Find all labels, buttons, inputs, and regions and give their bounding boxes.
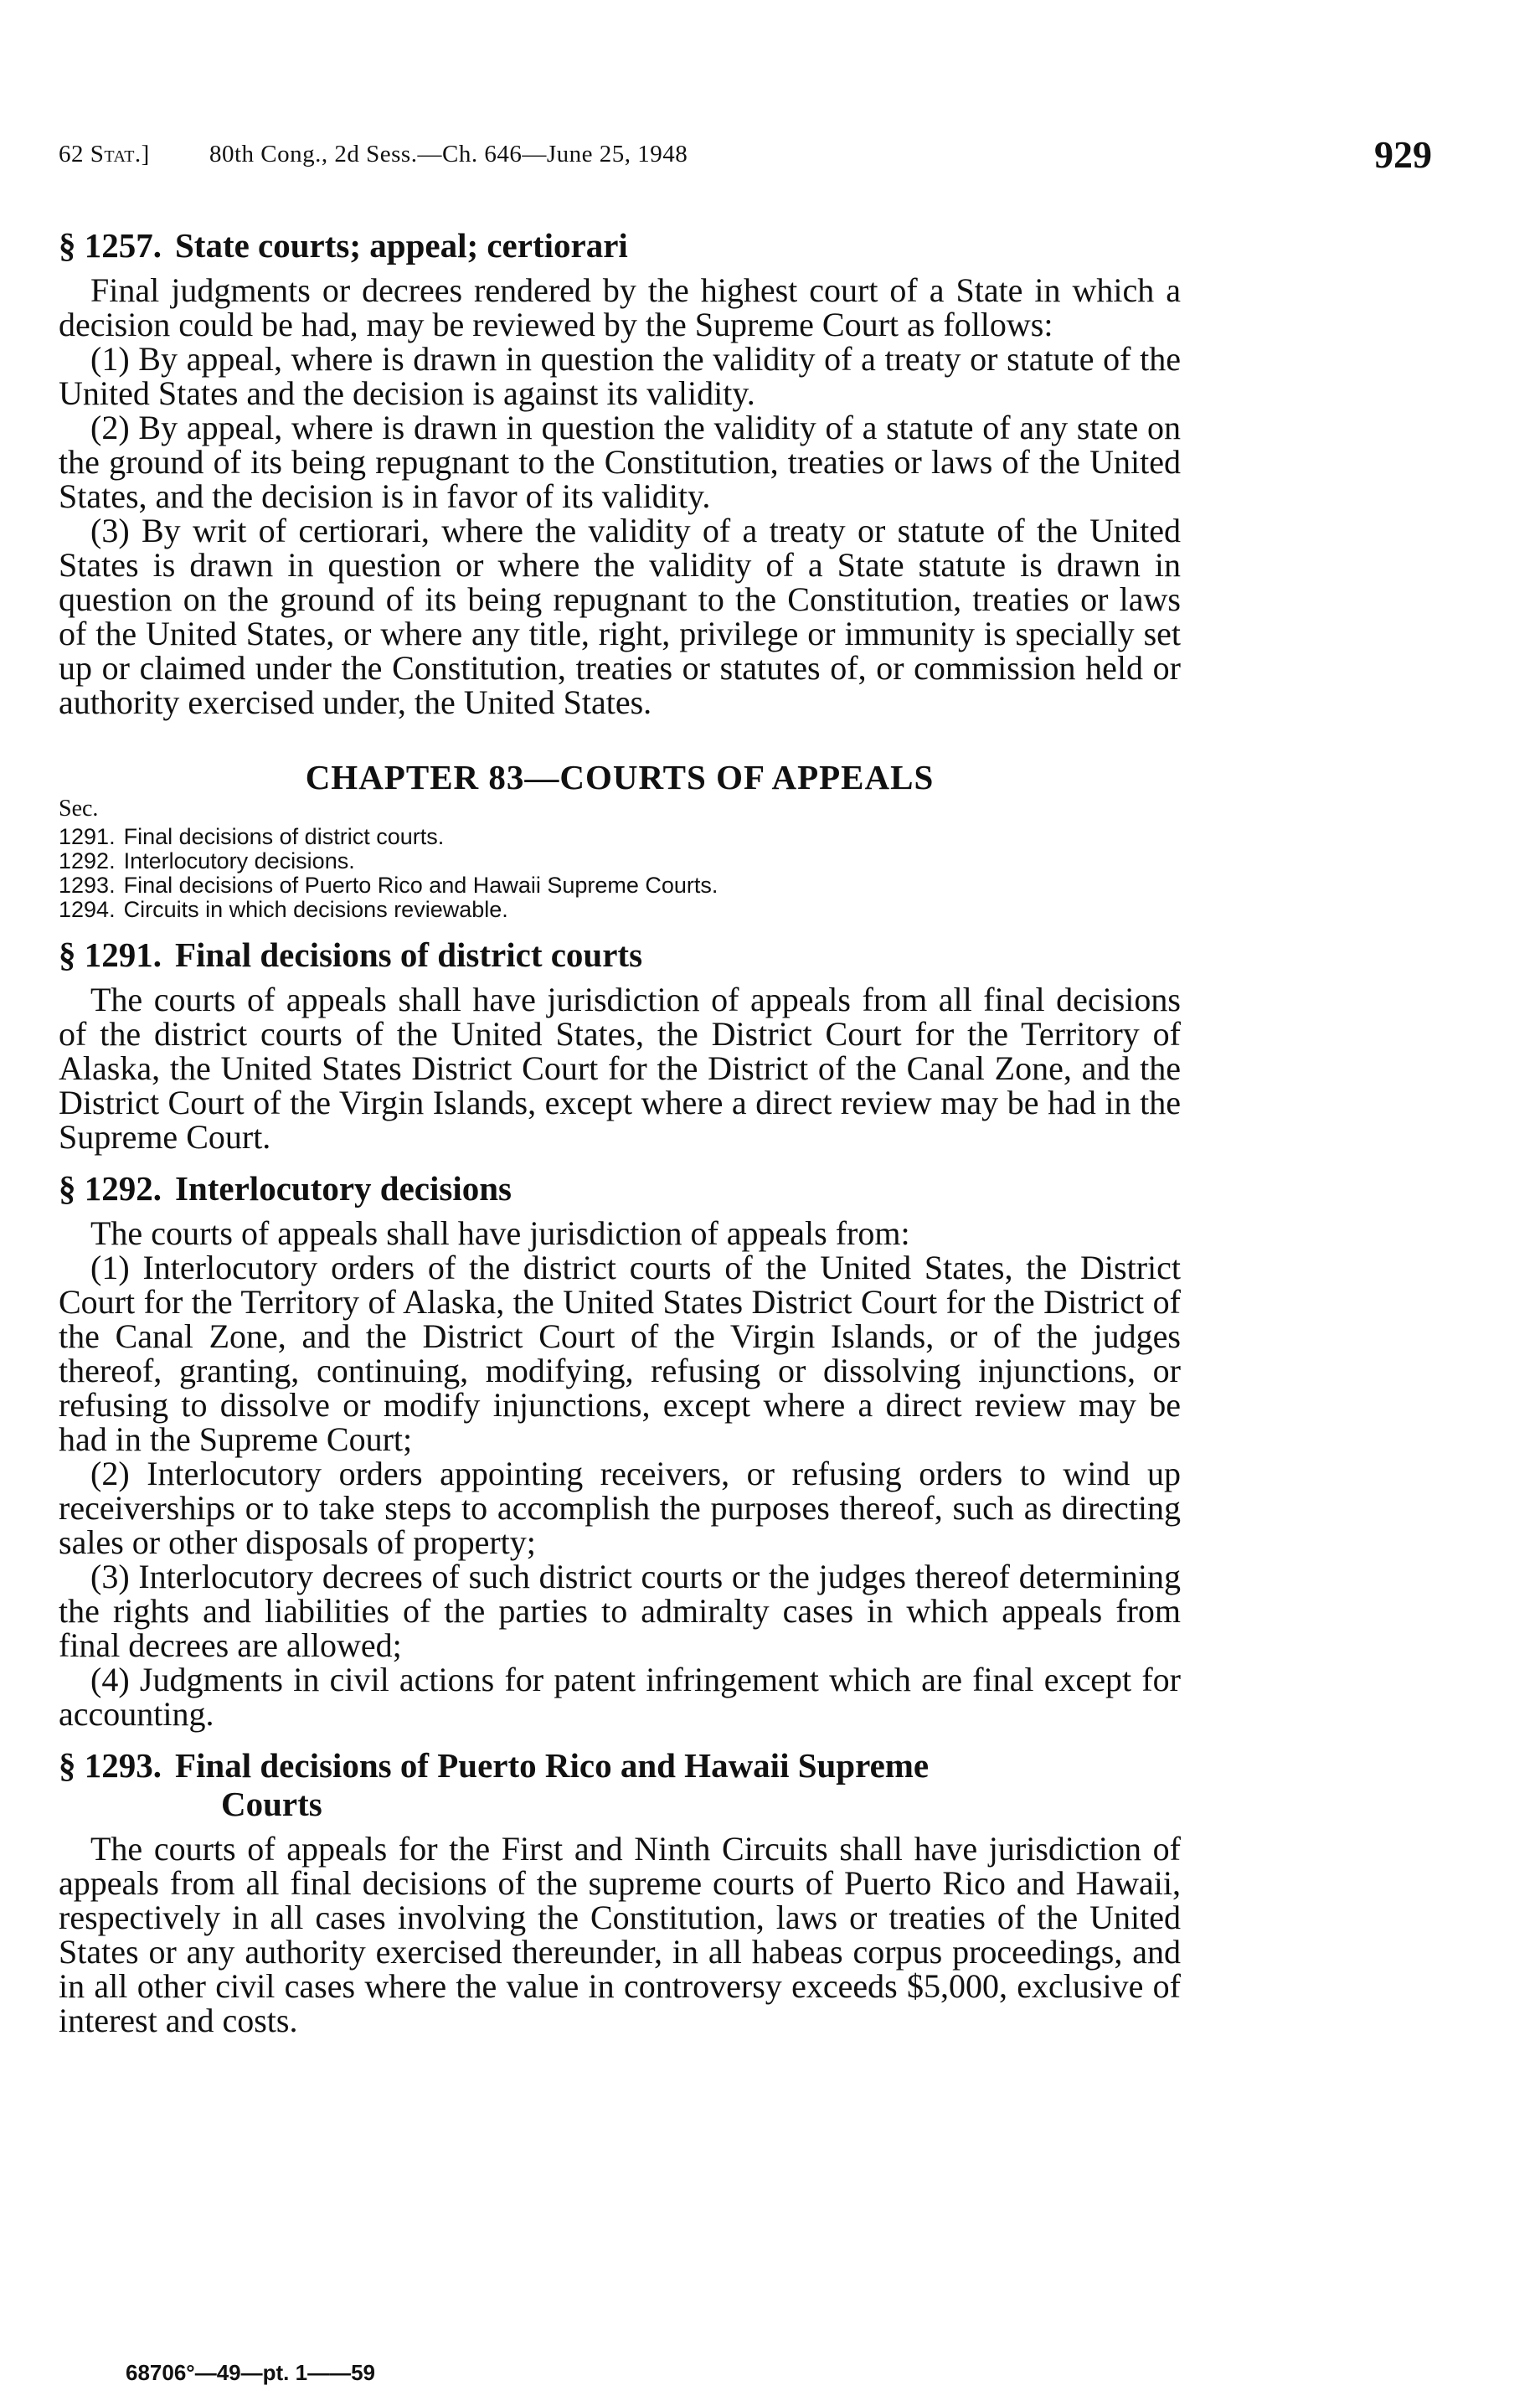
section-number: § 1293. bbox=[59, 1746, 162, 1785]
chapter-83 bbox=[59, 758, 1181, 922]
running-head bbox=[59, 133, 1432, 191]
section-number: § 1257. bbox=[59, 226, 162, 265]
section-1291 bbox=[59, 935, 1181, 1154]
toc-number: 1293. bbox=[59, 873, 116, 898]
toc-sec-label: Sec. bbox=[59, 796, 99, 822]
section-heading bbox=[59, 935, 1181, 974]
header-session: 80th Cong., 2d Sess.—Ch. 646—June 25, 1948 bbox=[209, 141, 688, 167]
toc-title: Final decisions of district courts. bbox=[123, 824, 445, 849]
paragraph: Final judgments or decrees rendered by the highest court of a State in which a decision could be had, may be reviewed by the Supreme Court as follows: bbox=[59, 271, 1181, 343]
paragraph: (2) Interlocutory orders appointing receivers, or refusing orders to wind up receiverships or to take steps to accomplish the purposes thereof, such as directing sales or other disposals of property; bbox=[59, 1455, 1181, 1561]
paragraph: (2) By appeal, where is drawn in question the validity of a statute of any state on the ground of its being repugnant to the Constitution, treaties or laws of the United States, and the decision is in favor of its validity. bbox=[59, 409, 1181, 515]
section-1293 bbox=[59, 1746, 1181, 2038]
chapter-title: CHAPTER 83—COURTS OF APPEALS bbox=[305, 758, 935, 796]
section-title: State courts; appeal; certiorari bbox=[175, 226, 628, 265]
chapter-toc bbox=[59, 825, 1181, 922]
paragraph: The courts of appeals for the First and Ninth Circuits shall have jurisdiction of appeals from all final decisions of the supreme courts of Puerto Rico and Hawaii, respectively in all cases involving the Constitution, laws or treaties of the United States or any authority exercised thereunder, in all habeas corpus proceedings, and in all other civil cases where the value in controversy exceeds $5,000, exclusive of interest and costs. bbox=[59, 1830, 1181, 2039]
paragraph: (1) Interlocutory orders of the district courts of the United States, the District Court for the Territory of Alaska, the United States District Court for the District of the Canal Zone, and the District Court of the Virgin Islands, or of the judges thereof, granting, continuing, modifying, refusing or dissolving injunctions, or refusing to dissolve or modify injunctions, except where a direct review may be had in the Supreme Court; bbox=[59, 1249, 1181, 1458]
paragraph: The courts of appeals shall have jurisdiction of appeals from all final decisions of the district courts of the United States, the District Court for the Territory of Alaska, the United States District Court for the District of the Canal Zone, and the District Court of the Virgin Islands, except where a direct review may be had in the Supreme Court. bbox=[59, 981, 1181, 1156]
section-1257 bbox=[59, 226, 1181, 719]
printer-mark: 68706°—49—pt. 1——59 bbox=[126, 2360, 375, 2385]
header-volume: 62 Stat.] bbox=[59, 141, 150, 167]
section-number: § 1291. bbox=[59, 935, 162, 974]
toc-entry bbox=[59, 849, 1181, 873]
toc-title: Circuits in which decisions reviewable. bbox=[123, 897, 508, 922]
section-number: § 1292. bbox=[59, 1169, 162, 1208]
toc-entry bbox=[59, 898, 1181, 922]
section-heading bbox=[59, 1169, 1181, 1208]
section-title: Final decisions of district courts bbox=[175, 935, 643, 974]
toc-number: 1292. bbox=[59, 848, 116, 873]
toc-entry bbox=[59, 873, 1181, 898]
page-number: 929 bbox=[1374, 133, 1432, 176]
toc-title: Interlocutory decisions. bbox=[123, 848, 355, 873]
section-1292 bbox=[59, 1169, 1181, 1731]
toc-title: Final decisions of Puerto Rico and Hawaii Supreme Courts. bbox=[123, 873, 718, 898]
paragraph: (4) Judgments in civil actions for patent infringement which are final except for accounting. bbox=[59, 1661, 1181, 1733]
paragraph: (3) Interlocutory decrees of such district courts or the judges thereof determining the rights and liabilities of the parties to admiralty cases in which appeals from final decrees are allowed; bbox=[59, 1558, 1181, 1664]
page-body bbox=[59, 226, 1181, 2053]
paragraph: (3) By writ of certiorari, where the validity of a treaty or statute of the United States is drawn in question or where the validity of a State statute is drawn in question on the ground of its being repugnant to the Constitution, treaties or laws of the United States, or where any title, right, privilege or immunity is specially set up or claimed under the Constitution, treaties or statutes of, or commission held or authority exercised under, the United States. bbox=[59, 512, 1181, 721]
toc-number: 1294. bbox=[59, 897, 116, 922]
toc-entry bbox=[59, 825, 1181, 849]
paragraph: The courts of appeals shall have jurisdiction of appeals from: bbox=[90, 1214, 910, 1252]
paragraph: (1) By appeal, where is drawn in question the validity of a treaty or statute of the United States and the decision is against its validity. bbox=[59, 340, 1181, 412]
section-title-continued: Courts bbox=[221, 1785, 322, 1823]
section-title: Final decisions of Puerto Rico and Hawaii Supreme bbox=[175, 1746, 930, 1785]
toc-number: 1291. bbox=[59, 824, 116, 849]
section-title: Interlocutory decisions bbox=[175, 1169, 512, 1208]
section-heading bbox=[59, 1746, 1181, 1823]
section-heading bbox=[59, 226, 1181, 265]
